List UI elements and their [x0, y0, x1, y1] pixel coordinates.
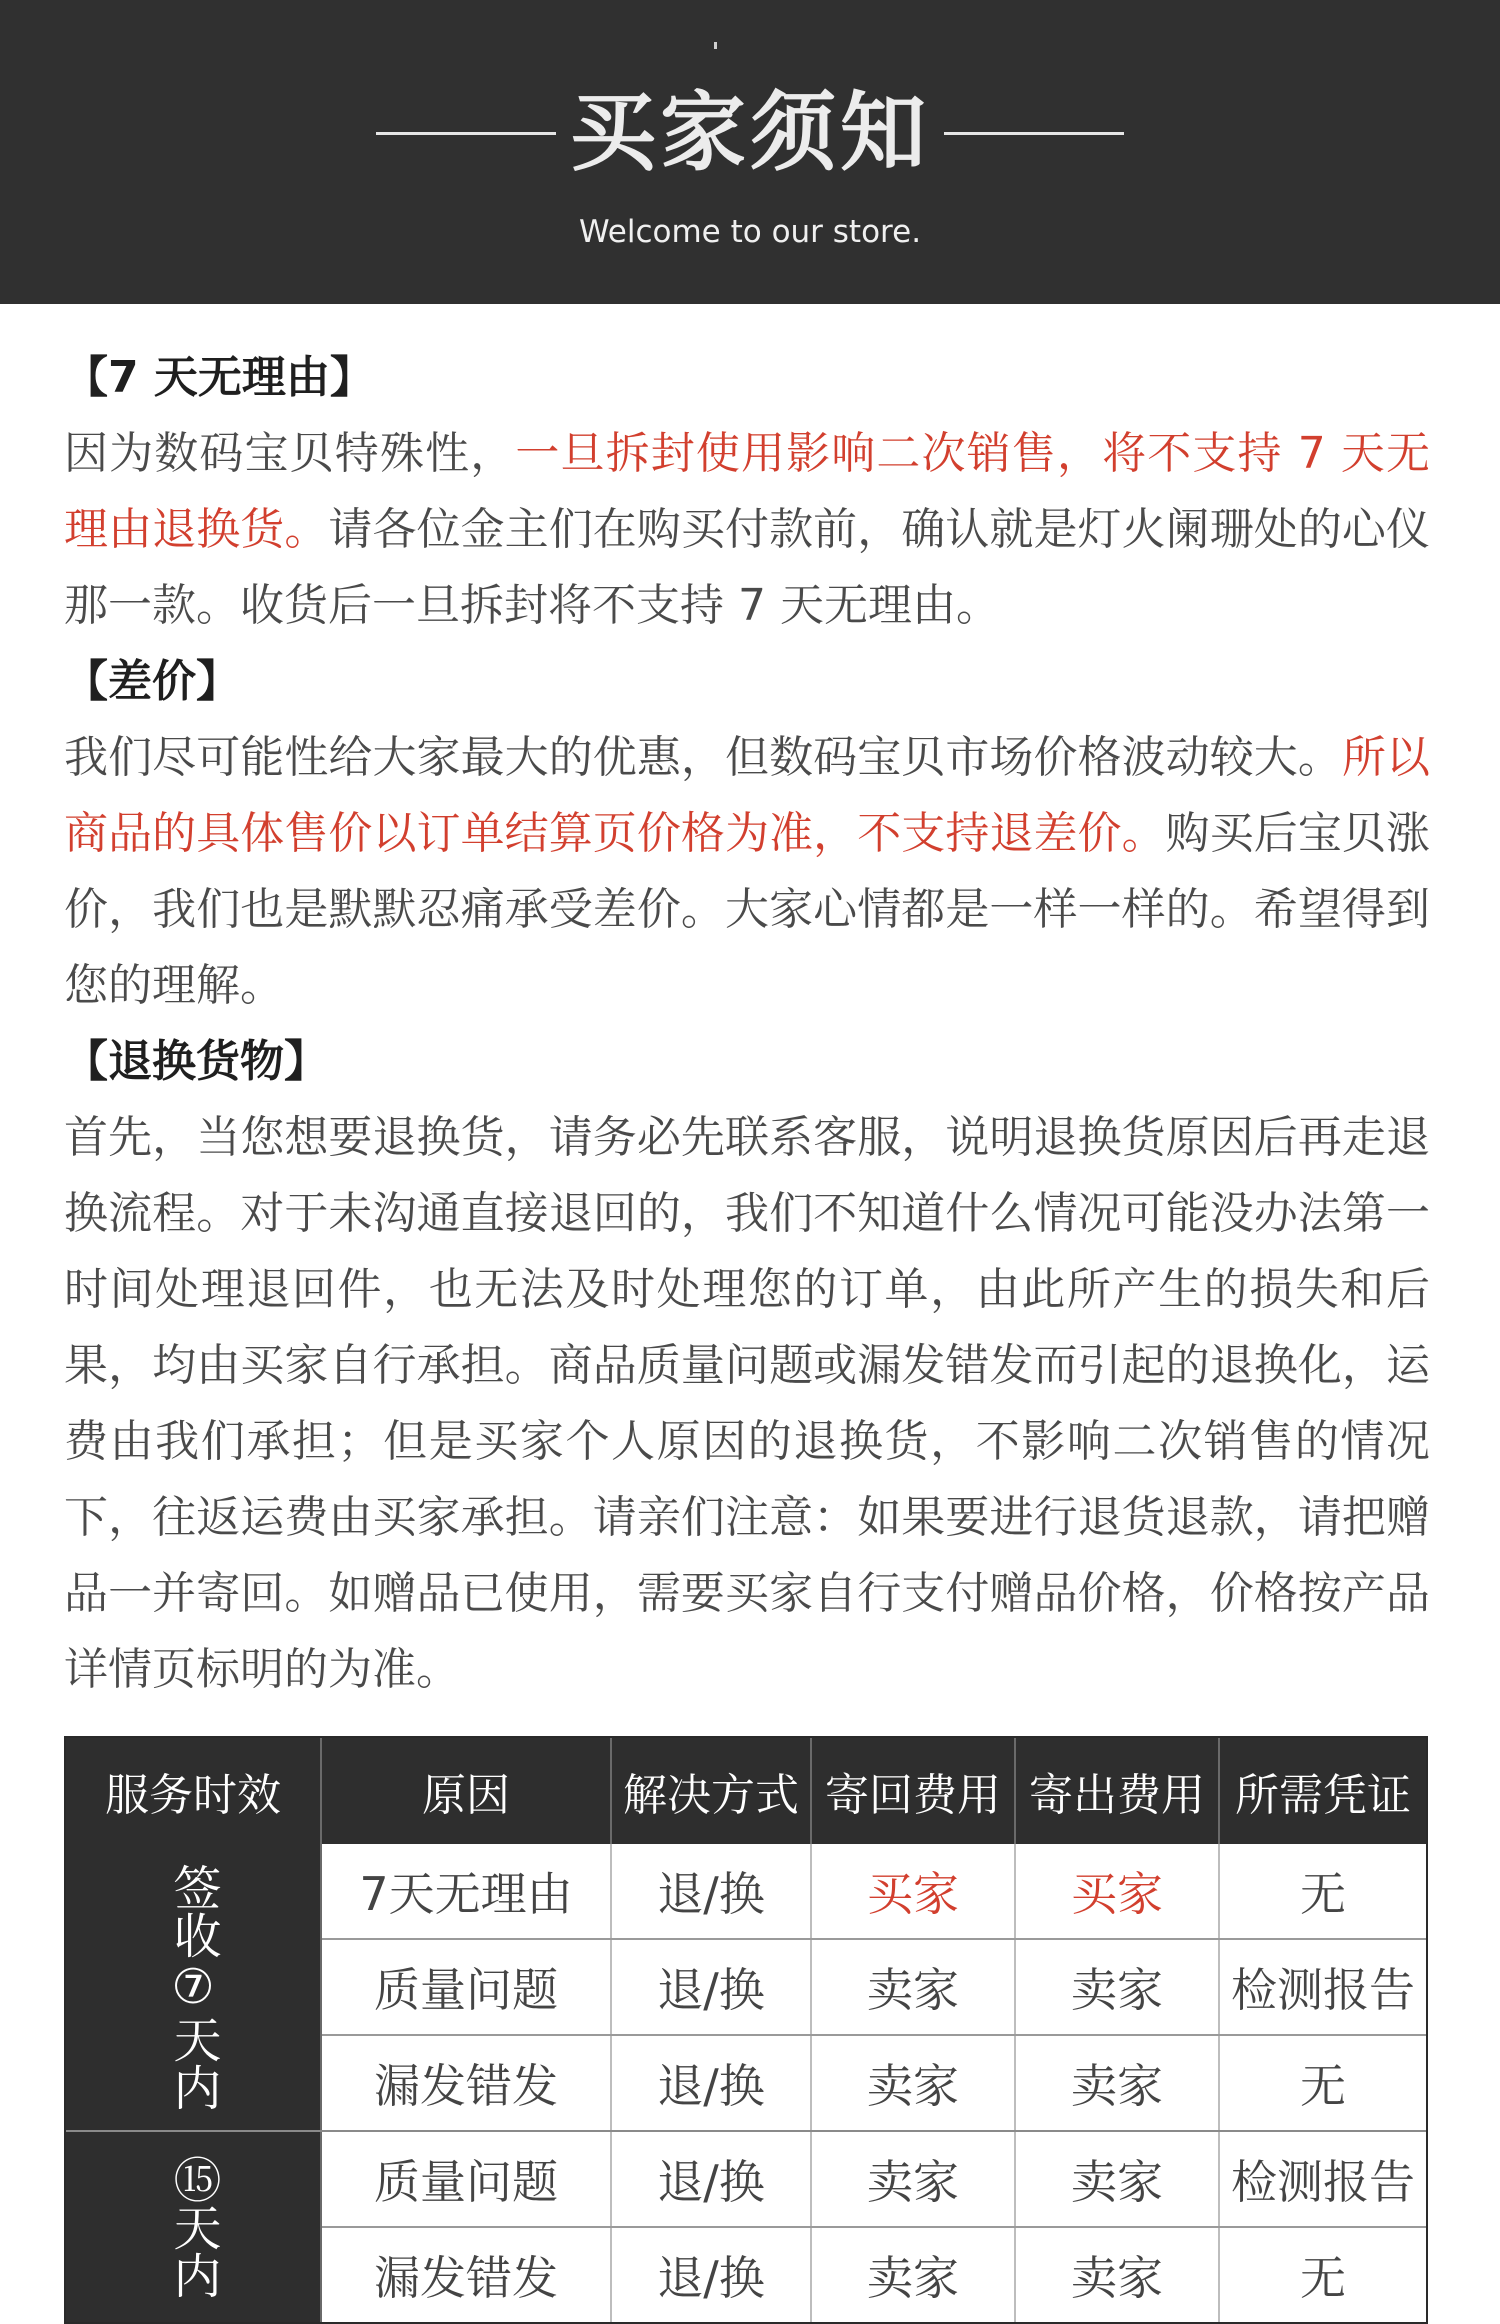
table-cell: 卖家: [812, 2036, 1016, 2130]
text-segment: 购买后宝贝涨价，我们也是默默忍痛承受差价。大家心情都是一样一样的。希望得到您的理解。: [64, 808, 1431, 1011]
table-row: [322, 2132, 1426, 2226]
header-banner: [0, 0, 1500, 304]
table-header-cell: 解决方式: [612, 1738, 812, 1844]
text-segment: 因为数码宝贝特殊性，: [64, 428, 516, 479]
table-cell: 检测报告: [1231, 2155, 1415, 2209]
service-table: [64, 1736, 1428, 2324]
table-cell: 卖家: [812, 2132, 1016, 2226]
table-header-row: [66, 1738, 1426, 1844]
text-segment: 首先，当您想要退换货，请务必先联系客服，说明退换货原因后再走退换流程。对于未沟通直接退回的，我们不知道什么情况可能没办法第一时间处理退回件，也无法及时处理您的订单，由此所产生的损失和后果，均由买家自行承担。商品质量问题或漏发错发而引起的退换化，运费由我们承担；但是买家个人原因的退换货，不影响二次销售的情况下，往返运费由买家承担。请亲们注意：如果要进行退货退款，请把赠品一并寄回。如赠品已使用，需要买家自行支付赠品价格，价格按产品详情页标明的为准。: [64, 1112, 1430, 1695]
table-cell: 退/换: [612, 2036, 812, 2130]
table-row: [322, 2226, 1426, 2322]
table-cell: 7天无理由: [322, 1844, 612, 1938]
table-header-cell: 原因: [322, 1738, 612, 1844]
title-left-rule: [376, 132, 556, 135]
table-cell: 无: [1300, 2059, 1346, 2113]
text-segment-highlight: 所以商品的具体售价以订单结算页价格为准，不支持退差价。: [64, 732, 1431, 859]
table-cell: 无: [1300, 1867, 1346, 1921]
table-cell: 卖家: [1016, 2132, 1220, 2226]
table-cell: 卖家: [1016, 2228, 1220, 2322]
title-row: [0, 78, 1500, 188]
page-subtitle: Welcome to our store.: [578, 214, 922, 250]
section-body-price-diff: [64, 720, 1430, 1024]
table-cell: 退/换: [612, 1940, 812, 2034]
table-header-cell: 寄回费用: [812, 1738, 1016, 1844]
table-header-cell: 寄出费用: [1016, 1738, 1220, 1844]
table-row: [322, 1938, 1426, 2034]
table-cell: 卖家: [1016, 2036, 1220, 2130]
title-right-rule: [944, 132, 1124, 135]
table-cell: 退/换: [612, 2132, 812, 2226]
table-cell: 无: [1300, 2251, 1346, 2305]
text-segment: 我们尽可能性给大家最大的优惠，但数码宝贝市场价格波动较大。: [64, 732, 1342, 783]
group-rows: [322, 1844, 1426, 2130]
table-cell: 卖家: [1016, 1940, 1220, 2034]
section-body-returns: [64, 1100, 1430, 1708]
group-label-text: 签收⑦天内: [165, 1863, 221, 2111]
notice-content: [64, 340, 1430, 1708]
section-title-7day: 【7 天无理由】: [64, 352, 374, 403]
page-title: 买家须知: [570, 82, 930, 183]
table-cell: 卖家: [812, 2228, 1016, 2322]
group-label: [66, 2132, 322, 2322]
table-header-cell: 服务时效: [66, 1738, 322, 1844]
table-cell: 漏发错发: [322, 2228, 612, 2322]
table-cell: 买家: [812, 1844, 1016, 1938]
table-group-15days: [66, 2130, 1426, 2322]
table-cell: 漏发错发: [322, 2036, 612, 2130]
table-cell: 退/换: [612, 1844, 812, 1938]
header-dot-mark: [714, 42, 717, 49]
table-header-cell: 所需凭证: [1235, 1770, 1411, 1821]
table-cell: 退/换: [612, 2228, 812, 2322]
text-segment-highlight: 一旦拆封使用影响二次销售，将不支持 7 天无理由退换货。: [64, 428, 1430, 555]
table-group-7days: [66, 1844, 1426, 2130]
table-row: [322, 2034, 1426, 2130]
section-body-7day: [64, 416, 1430, 644]
table-cell: 检测报告: [1231, 1963, 1415, 2017]
text-segment: 请各位金主们在购买付款前，确认就是灯火阑珊处的心仪那一款。收货后一旦拆封将不支持 7 天无理由。: [64, 504, 1431, 631]
section-title-returns: 【退换货物】: [64, 1036, 328, 1087]
group-label-text: ⑮天内: [165, 2155, 221, 2299]
table-row: [322, 1844, 1426, 1938]
table-cell: 质量问题: [322, 1940, 612, 2034]
table-cell: 质量问题: [322, 2132, 612, 2226]
section-title-price-diff: 【差价】: [64, 656, 240, 707]
group-rows: [322, 2132, 1426, 2322]
table-cell: 卖家: [812, 1940, 1016, 2034]
group-label: [66, 1844, 322, 2130]
table-cell: 买家: [1016, 1844, 1220, 1938]
